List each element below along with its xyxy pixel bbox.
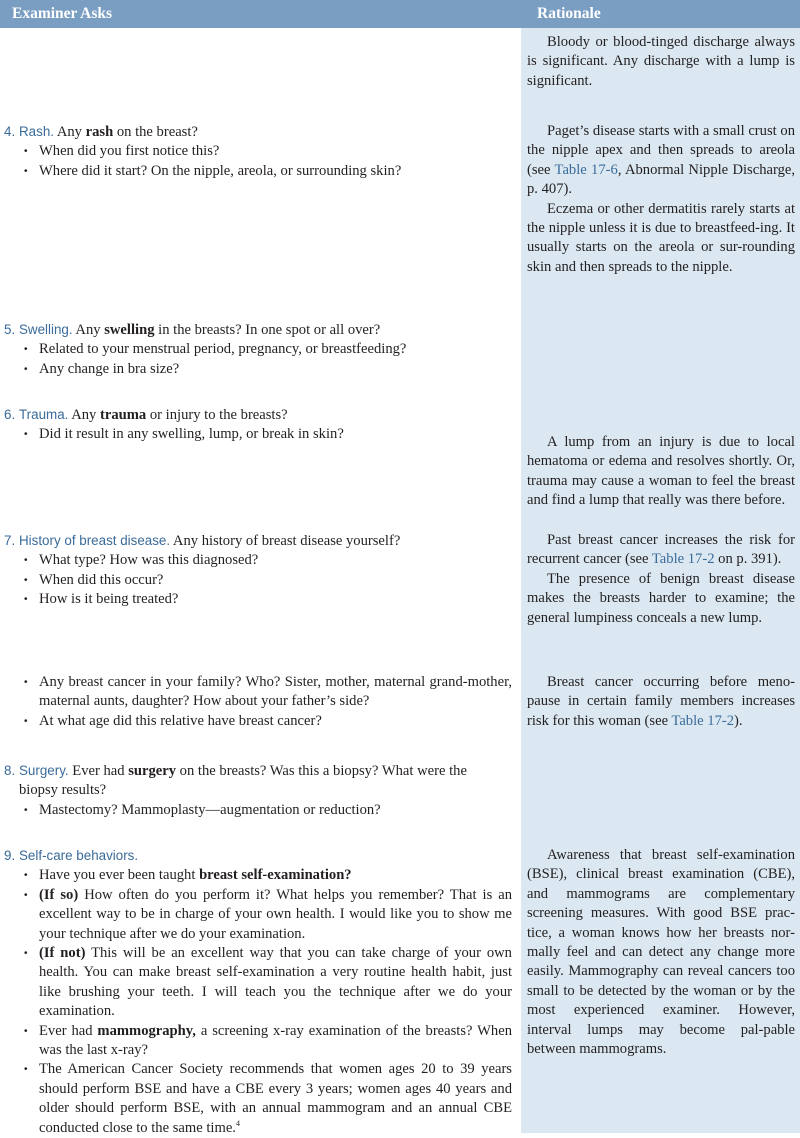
bullet-item: • What type? How was this diagnosed? — [4, 551, 512, 570]
question-text: in the breasts? In one spot or all over? — [154, 322, 381, 338]
bullet-list — [4, 673, 512, 731]
item-number: 9. — [4, 848, 16, 863]
item-title — [4, 846, 512, 866]
item-number: 4. — [4, 124, 16, 139]
question-keyword: trauma — [99, 407, 147, 423]
rationale-discharge — [527, 33, 795, 91]
question-text: or injury to the breasts? — [146, 407, 288, 423]
question-text: Ever had — [68, 763, 129, 779]
item-number: 7. — [4, 533, 16, 548]
rationale-column — [527, 28, 795, 1133]
bullet-list — [4, 142, 512, 181]
bullet-item: • When did this occur? — [4, 571, 512, 590]
rationale-history — [527, 531, 795, 628]
question-text: Any — [53, 124, 86, 140]
footnote-marker: 4 — [235, 1118, 240, 1128]
examiner-asks-heading: Examiner Asks — [12, 5, 113, 22]
rationale-trauma — [527, 433, 795, 511]
bullet-item: • Where did it start? On the nipple, areola, or surrounding skin? — [4, 162, 512, 181]
question-keyword: surgery — [128, 763, 177, 779]
table-header — [0, 0, 800, 28]
rationale-text: Bloody or blood-tinged discharge always is significant. Any discharge with a lump is significant. — [527, 34, 795, 89]
item-title — [4, 405, 512, 425]
bullet-item: • When did you first notice this? — [4, 142, 512, 161]
rationale-text: Past breast cancer increases the risk for recurrent cancer (see Table 17-2 on p. 391). — [527, 532, 795, 568]
bullet-list — [4, 866, 512, 1138]
bullet-list — [4, 425, 512, 444]
rationale-self-care — [527, 846, 795, 1059]
item-title — [4, 320, 512, 340]
table-reference-link: Table 17-2 — [671, 712, 735, 729]
rationale-text: Breast cancer occurring before meno-pause in certain family members increases risk for this woman (see Table 17-2). — [527, 674, 795, 729]
item-trauma — [4, 405, 512, 445]
item-surgery — [4, 761, 512, 820]
rationale-text: Awareness that breast self-examination (BSE), clinical breast examination (CBE), and mammograms are complementary screening measures. With good BSE prac-tice, a woman knows how her breasts nor-mally feel and can detect any change more easily. Mammography can reveal cancers too small to be detected by the woman or by the most experienced examiner. However, interval lumps may become pal-pable between mammograms. — [527, 847, 795, 1058]
bullet-list — [4, 551, 512, 609]
table-reference-link: Table 17-6 — [554, 161, 618, 178]
item-self-care-behaviors — [4, 846, 512, 1138]
bullet-item: • (If not) This will be an excellent way that you can take charge of your own health. You can make breast self-examination a very routine health habit, just like brushing your teeth. I will teach you the technique after we do your examination. — [4, 944, 512, 1022]
item-title — [4, 531, 512, 551]
bullet-item: • At what age did this relative have breast cancer? — [4, 712, 512, 731]
item-rash — [4, 122, 512, 181]
rationale-text: A lump from an injury is due to local hematoma or edema and resolves shortly. Or, trauma may cause a woman to feel the breast and find a lump that really was there before. — [527, 434, 795, 509]
bullet-item: • Any breast cancer in your family? Who? Sister, mother, maternal grand-mother, maternal aunts, daughter? How about your father’s side? — [4, 673, 512, 712]
item-number: 5. — [4, 322, 16, 337]
bullet-item: • The American Cancer Society recommends that women ages 20 to 39 years should perform BSE and have a CBE every 3 years; women ages 40 years and older should perform BSE, with an annual mammogram and an annual CBE conducted close to the same time.$^4$ — [4, 1060, 512, 1138]
item-title — [4, 122, 512, 142]
item-topic: History of breast disease. — [19, 533, 171, 548]
bullet-item: • Have you ever been taught breast self-examination? — [4, 866, 512, 885]
question-text: on the breasts? Was this a biopsy? What were the — [176, 763, 467, 779]
item-history-breast-disease — [4, 531, 512, 610]
rationale-family-history — [527, 673, 795, 731]
item-topic: Swelling. — [19, 322, 73, 337]
examiner-asks-column — [0, 28, 519, 1136]
rationale-heading: Rationale — [537, 5, 601, 22]
rationale-text: Paget’s disease starts with a small crust on the nipple apex and then spreads to areola (see Table 17-6, Abnormal Nipple Discharge, p. 407). — [527, 123, 795, 198]
bullet-item: • Mastectomy? Mammoplasty—augmentation or reduction? — [4, 801, 512, 820]
rationale-text: The presence of benign breast disease makes the breasts harder to examine; the general lumpiness conceals a new lump. — [527, 570, 795, 626]
bullet-item: • Did it result in any swelling, lump, or break in skin? — [4, 425, 512, 444]
bullet-item: • Related to your menstrual period, pregnancy, or breastfeeding? — [4, 340, 512, 359]
bullet-list — [4, 801, 512, 820]
question-keyword: swelling — [104, 322, 155, 338]
item-number: 8. — [4, 763, 16, 778]
column-divider — [519, 28, 521, 1133]
rationale-text: Eczema or other dermatitis rarely starts at the nipple unless it is due to breastfeed-ing. It usually starts on the areola or sur-rounding skin and then spreads to the nipple. — [527, 200, 795, 275]
question-text: Any history of breast disease yourself? — [170, 533, 401, 549]
table-reference-link: Table 17-2 — [651, 551, 715, 568]
question-text: Any — [68, 407, 100, 423]
item-family-history — [4, 673, 512, 731]
item-swelling — [4, 320, 512, 379]
bullet-item: • Ever had mammography, a screening x-ray examination of the breasts? When was the last x-ray? — [4, 1022, 512, 1061]
item-topic: Self-care behaviors. — [19, 848, 139, 863]
bullet-item: • How is it being treated? — [4, 590, 512, 609]
item-topic: Rash. — [19, 124, 54, 139]
question-text: biopsy results? — [19, 782, 107, 799]
question-text: Any — [72, 322, 105, 338]
question-text: on the breast? — [113, 124, 198, 140]
item-number: 6. — [4, 407, 16, 422]
bullet-item: • Any change in bra size? — [4, 360, 512, 379]
item-title — [4, 761, 512, 801]
item-topic: Surgery. — [19, 763, 69, 778]
item-topic: Trauma. — [19, 407, 69, 422]
rationale-rash — [527, 122, 795, 277]
question-keyword: rash — [85, 124, 114, 140]
bullet-list — [4, 340, 512, 379]
bullet-item: • (If so) How often do you perform it? What helps you remember? That is an excellent way to be in charge of your own health. I would like you to show me your technique after we do your examination. — [4, 886, 512, 944]
